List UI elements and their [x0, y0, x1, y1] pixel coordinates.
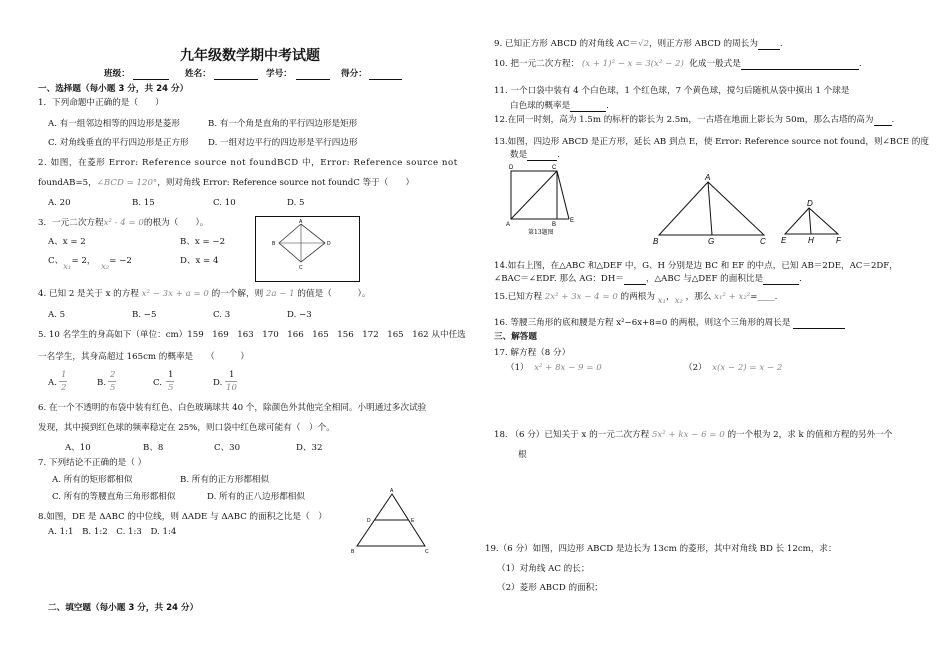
q17-part2: [684, 364, 782, 374]
q3-stem: [38, 219, 208, 229]
q15-equation: 2x² + 3x − 4 = 0: [544, 292, 618, 302]
q5-a-denominator: 2: [61, 383, 67, 393]
q10-end: .: [858, 59, 862, 70]
label-a: A: [705, 173, 711, 182]
q17-part2-equation: x(x − 2) = x − 2: [712, 363, 783, 373]
q15-start: 15.已知方程: [494, 292, 543, 302]
q4-equation: x² − 3x + a = 0: [141, 289, 209, 299]
q2-option-a: A. 20: [48, 198, 71, 208]
q17-part1-label: （1）: [506, 363, 529, 373]
number-label: 学号：: [266, 69, 292, 79]
q4-option-d: D. −3: [287, 310, 312, 320]
label-b: B: [552, 222, 557, 228]
class-label: 班级：: [104, 69, 130, 79]
q10-equation: (x + 1)² − x = 3(x² − 2): [581, 59, 684, 70]
q4-stem-mid: 的一个解，则: [211, 289, 264, 299]
q15-x2: x₂: [674, 296, 683, 306]
q17-stem: 17. 解方程（8 分）: [494, 348, 571, 358]
q3-rhombus-figure: [255, 216, 360, 282]
q2-line2-end: ，则对角线 Error: Reference source not foundC 等于（ ）: [157, 178, 415, 188]
q14-ratio-blank[interactable]: [624, 275, 646, 285]
q9-line: [494, 40, 783, 50]
label-d: D: [807, 199, 813, 208]
q11-line1: 11. 一个口袋中装有 4 个白色球，1 个红色球，7 个黄色球，搅匀后随机从袋中摸出 1 个球是: [494, 86, 850, 96]
diagonal-ac: [511, 171, 557, 219]
q11-line2-text: 白色球的概率是: [510, 101, 571, 112]
q6-option-a: A、10: [65, 443, 91, 453]
q6-line2: 发现，其中摸到红色球的频率稳定在 25%，则口袋中红色球可能有（ ）个。: [38, 423, 335, 433]
q19-part1: （1）对角线 AC 的长；: [497, 564, 590, 574]
q7-option-c: C. 所有的等腰直角三角形都相似: [52, 492, 176, 502]
figure-frame: [256, 217, 360, 282]
q7-stem: 7. 下列结论不正确的是（ ）: [38, 458, 147, 468]
q18-line1: [494, 431, 892, 441]
q9-end: .: [779, 39, 783, 50]
q10-mid: 化成一般式是: [689, 59, 741, 70]
label-f: F: [836, 236, 841, 245]
label-a: A: [299, 219, 303, 225]
q2-line2-start: foundAB=5，: [38, 178, 97, 188]
q1-stem: 1．下列命题中正确的是（ ）: [38, 98, 164, 108]
q2-line1: 2. 如图，在菱形 Error: Reference source not foundBCD 中，Error: Reference source not: [38, 158, 458, 168]
q11-line2: [510, 102, 609, 112]
q13-line2: [510, 151, 560, 161]
q5-b-denominator: 5: [110, 383, 116, 393]
q5-option-b-label: B.: [97, 378, 107, 388]
q9-sqrt2: √2: [638, 39, 649, 50]
q6-option-d: D、32: [296, 443, 323, 453]
q8-stem: 8.如图，DE 是 ΔABC 的中位线，则 ΔADE 与 ΔABC 的面积之比是（ ）: [38, 512, 327, 522]
q5-d-denominator: 10: [226, 383, 237, 393]
name-label: 姓名：: [185, 69, 211, 79]
q3-x1: x₁: [63, 262, 72, 272]
q4-option-a: A. 5: [48, 310, 66, 320]
label-a: A: [390, 488, 394, 494]
q6-option-b: B、8: [143, 443, 164, 453]
label-c: C: [299, 265, 303, 271]
median-ag: [708, 182, 712, 235]
q3-x2: x₂: [100, 262, 110, 272]
q5-line1: 5. 10 名学生的身高如下（单位：cm）159 169 163 170 166 165 156 172 165 162 从中任选: [38, 330, 466, 340]
q2-option-c: C. 10: [213, 198, 236, 208]
q13-line1: 13.如图，四边形 ABCD 是正方形，延长 AB 到点 E，使 Error: Reference source not found，则∠BCE 的度: [494, 137, 929, 147]
label-d: D: [509, 165, 514, 171]
q13-end: .: [557, 150, 560, 161]
q8-triangle-figure: [347, 487, 437, 555]
q3-option-c: [48, 256, 132, 272]
q5-b-numerator: 2: [110, 370, 116, 380]
q8-options: A. 1:1 B. 1:2 C. 1:3 D. 1:4: [48, 527, 177, 537]
q4-stem-end: 的值是（ ）。: [297, 289, 371, 299]
q19-stem: 19.（6 分）如图，四边形 ABCD 是边长为 13cm 的菱形，其中对角线 BD 长 12cm，求：: [485, 544, 837, 554]
q15-then: ，那么: [685, 292, 712, 302]
q16-line: [494, 319, 845, 329]
q18-line2: 根: [518, 450, 527, 460]
score-field[interactable]: [369, 70, 402, 80]
q18-end: 的一个根为 2，求 k 的值和方程的另外一个: [727, 430, 893, 440]
label-d: D: [327, 241, 331, 247]
q1-option-d: D. 一组对边平行的四边形是平行四边形: [208, 138, 358, 148]
q12-line: [494, 116, 894, 126]
q3-stem-end: 的根为（ ）。: [143, 218, 209, 228]
q1-option-a: A. 有一组邻边相等的四边形是菱形: [48, 119, 180, 129]
label-b: B: [351, 549, 355, 555]
q4-expression: 2a − 1: [265, 289, 295, 299]
q4-option-b: B. −5: [132, 310, 157, 320]
section-solve-heading: 三、解答题: [494, 332, 537, 342]
q16-answer-blank[interactable]: [793, 319, 845, 329]
q15-sum-of-squares: x₁² + x₂²: [714, 292, 751, 302]
q7-option-a: A. 所有的矩形都相似: [52, 475, 133, 485]
q5-option-c-label: C.: [153, 378, 163, 388]
q6-option-c: C、30: [214, 443, 241, 453]
q5-c-numerator: 1: [168, 370, 174, 380]
q10-start: 10. 把一元二次方程：: [494, 59, 580, 70]
q14-triangles-figure: [650, 172, 850, 248]
q5-option-d-label: D.: [213, 378, 223, 388]
q5-d-numerator: 1: [229, 370, 235, 380]
q14-end: .: [799, 274, 802, 285]
q12-end: .: [891, 115, 895, 126]
q2-angle-math: ∠BCD = 120°: [96, 178, 158, 188]
q13-line2-text: 数是: [510, 150, 528, 161]
q9-start: 9. 已知正方形 ABCD 的对角线 AC＝: [494, 39, 638, 50]
q9-mid: ，则正方形 ABCD 的周长为: [648, 39, 758, 50]
q15-mid: 的两根为: [620, 292, 655, 302]
q3-option-a: A、x = 2: [48, 237, 86, 247]
q3-stem-start: 3．一元二次方程: [38, 218, 104, 228]
q13-square-figure: [504, 164, 594, 240]
number-field[interactable]: [296, 70, 330, 80]
label-c: C: [760, 237, 766, 246]
label-a: A: [506, 222, 511, 228]
q3-option-d: D、x = 4: [180, 256, 219, 266]
q3-equation: x² - 4 = 0: [103, 218, 144, 228]
q15-end: =____.: [750, 292, 778, 302]
q1-option-c: C. 对角线垂直的平行四边形是正方形: [48, 138, 189, 148]
label-c: C: [552, 165, 557, 171]
q12-answer-blank[interactable]: [874, 116, 892, 126]
q18-start: 18. （6 分）已知关于 x 的一元二次方程: [494, 430, 650, 440]
median-dh: [809, 208, 811, 234]
q4-option-c: C. 3: [213, 310, 231, 320]
q14-line2: [494, 275, 802, 285]
q3-c-middle: = 2，: [71, 256, 96, 266]
q4-stem: [38, 290, 370, 300]
q3-option-b: B、x = −2: [180, 237, 226, 247]
label-g: G: [708, 237, 715, 246]
q16-text: 16. 等腰三角形的底和腰是方程 x²−6x+8=0 的两根，则这个三角形的周长是: [494, 318, 791, 329]
name-field[interactable]: [214, 70, 258, 80]
section-fill-heading: 二、填空题（每小题 3 分，共 24 分）: [48, 603, 199, 613]
q7-option-d: D. 所有的正八边形都相似: [207, 492, 305, 502]
class-field[interactable]: [133, 70, 169, 80]
q15-x1: x₁: [657, 296, 666, 306]
label-e: E: [570, 218, 575, 224]
q3-c-suffix: = −2: [109, 256, 132, 266]
q2-option-d: D. 5: [287, 198, 305, 208]
q5-line2: 一名学生，其身高超过 165cm 的概率是 （ ）: [38, 352, 249, 362]
q18-equation: 5x² + kx − 6 = 0: [651, 430, 725, 440]
q3-c-prefix: C、: [48, 256, 64, 266]
label-h: H: [808, 236, 814, 245]
q17-part1-equation: x² + 8x − 9 = 0: [534, 363, 602, 373]
q10-line: [494, 60, 862, 70]
q10-answer-blank[interactable]: [741, 60, 859, 70]
label-e: E: [411, 518, 415, 524]
page-title: 九年级数学期中考试题: [180, 48, 320, 64]
q15-line: 15.已知方程 2x² + 3x − 4 = 0 的两根为 x₁，x₂ ，那么 x₁² + x₂²=____.: [494, 292, 778, 306]
q1-option-b: B. 有一个角是直角的平行四边形是矩形: [208, 119, 358, 129]
q4-stem-start: 4. 已知 2 是关于 x 的方程: [38, 289, 139, 299]
q5-option-a-label: A.: [48, 378, 57, 388]
triangle-def: [785, 208, 838, 234]
q14-line1: 14.如右上图，在△ABC 和△DEF 中，G、H 分别是边 BC 和 EF 的中点，已知 AB＝2DE，AC＝2DF，: [494, 261, 898, 271]
section-choice-heading: 一、选择题（每小题 3 分，共 24 分）: [38, 84, 189, 94]
q11-end: .: [606, 101, 609, 112]
q5-c-denominator: 5: [168, 383, 174, 393]
q5-a-numerator: 1: [61, 370, 67, 380]
label-c: C: [425, 549, 429, 555]
q12-text: 12.在同一时刻，高为 1.5m 的标杆的影长为 2.5m，一古塔在地面上影长为 50m，那么古塔的高为: [494, 115, 874, 126]
q9-answer-blank[interactable]: [758, 40, 780, 50]
q7-option-b: B. 所有的正方形都相似: [180, 475, 270, 485]
q19-part2: （2）菱形 ABCD 的面积；: [497, 583, 603, 593]
q13-answer-blank[interactable]: [527, 151, 557, 161]
q14-line2-mid: ，△ABC 与△DEF 的面积比是: [645, 274, 764, 285]
q2-option-b: B. 15: [132, 198, 155, 208]
segment-ce: [557, 171, 569, 219]
q2-line2: [38, 179, 414, 189]
score-label: 得分：: [341, 69, 367, 79]
label-b: B: [272, 241, 276, 247]
figure-caption: 第13题图: [528, 229, 554, 236]
q14-area-blank[interactable]: [763, 275, 799, 285]
q6-line1: 6. 在一个不透明的布袋中装有红色、白色玻璃球共 40 个，除颜色外其他完全相同。小明通过多次试验: [38, 403, 427, 413]
q17-part2-label: （2）: [684, 363, 707, 373]
q11-answer-blank[interactable]: [570, 102, 606, 112]
label-d: D: [367, 518, 371, 524]
q14-line2-text: ∠BAC＝∠EDF. 那么 AG：DH＝: [494, 274, 624, 285]
q17-part1: [506, 364, 602, 374]
label-b: B: [653, 237, 659, 246]
label-e: E: [781, 236, 787, 245]
